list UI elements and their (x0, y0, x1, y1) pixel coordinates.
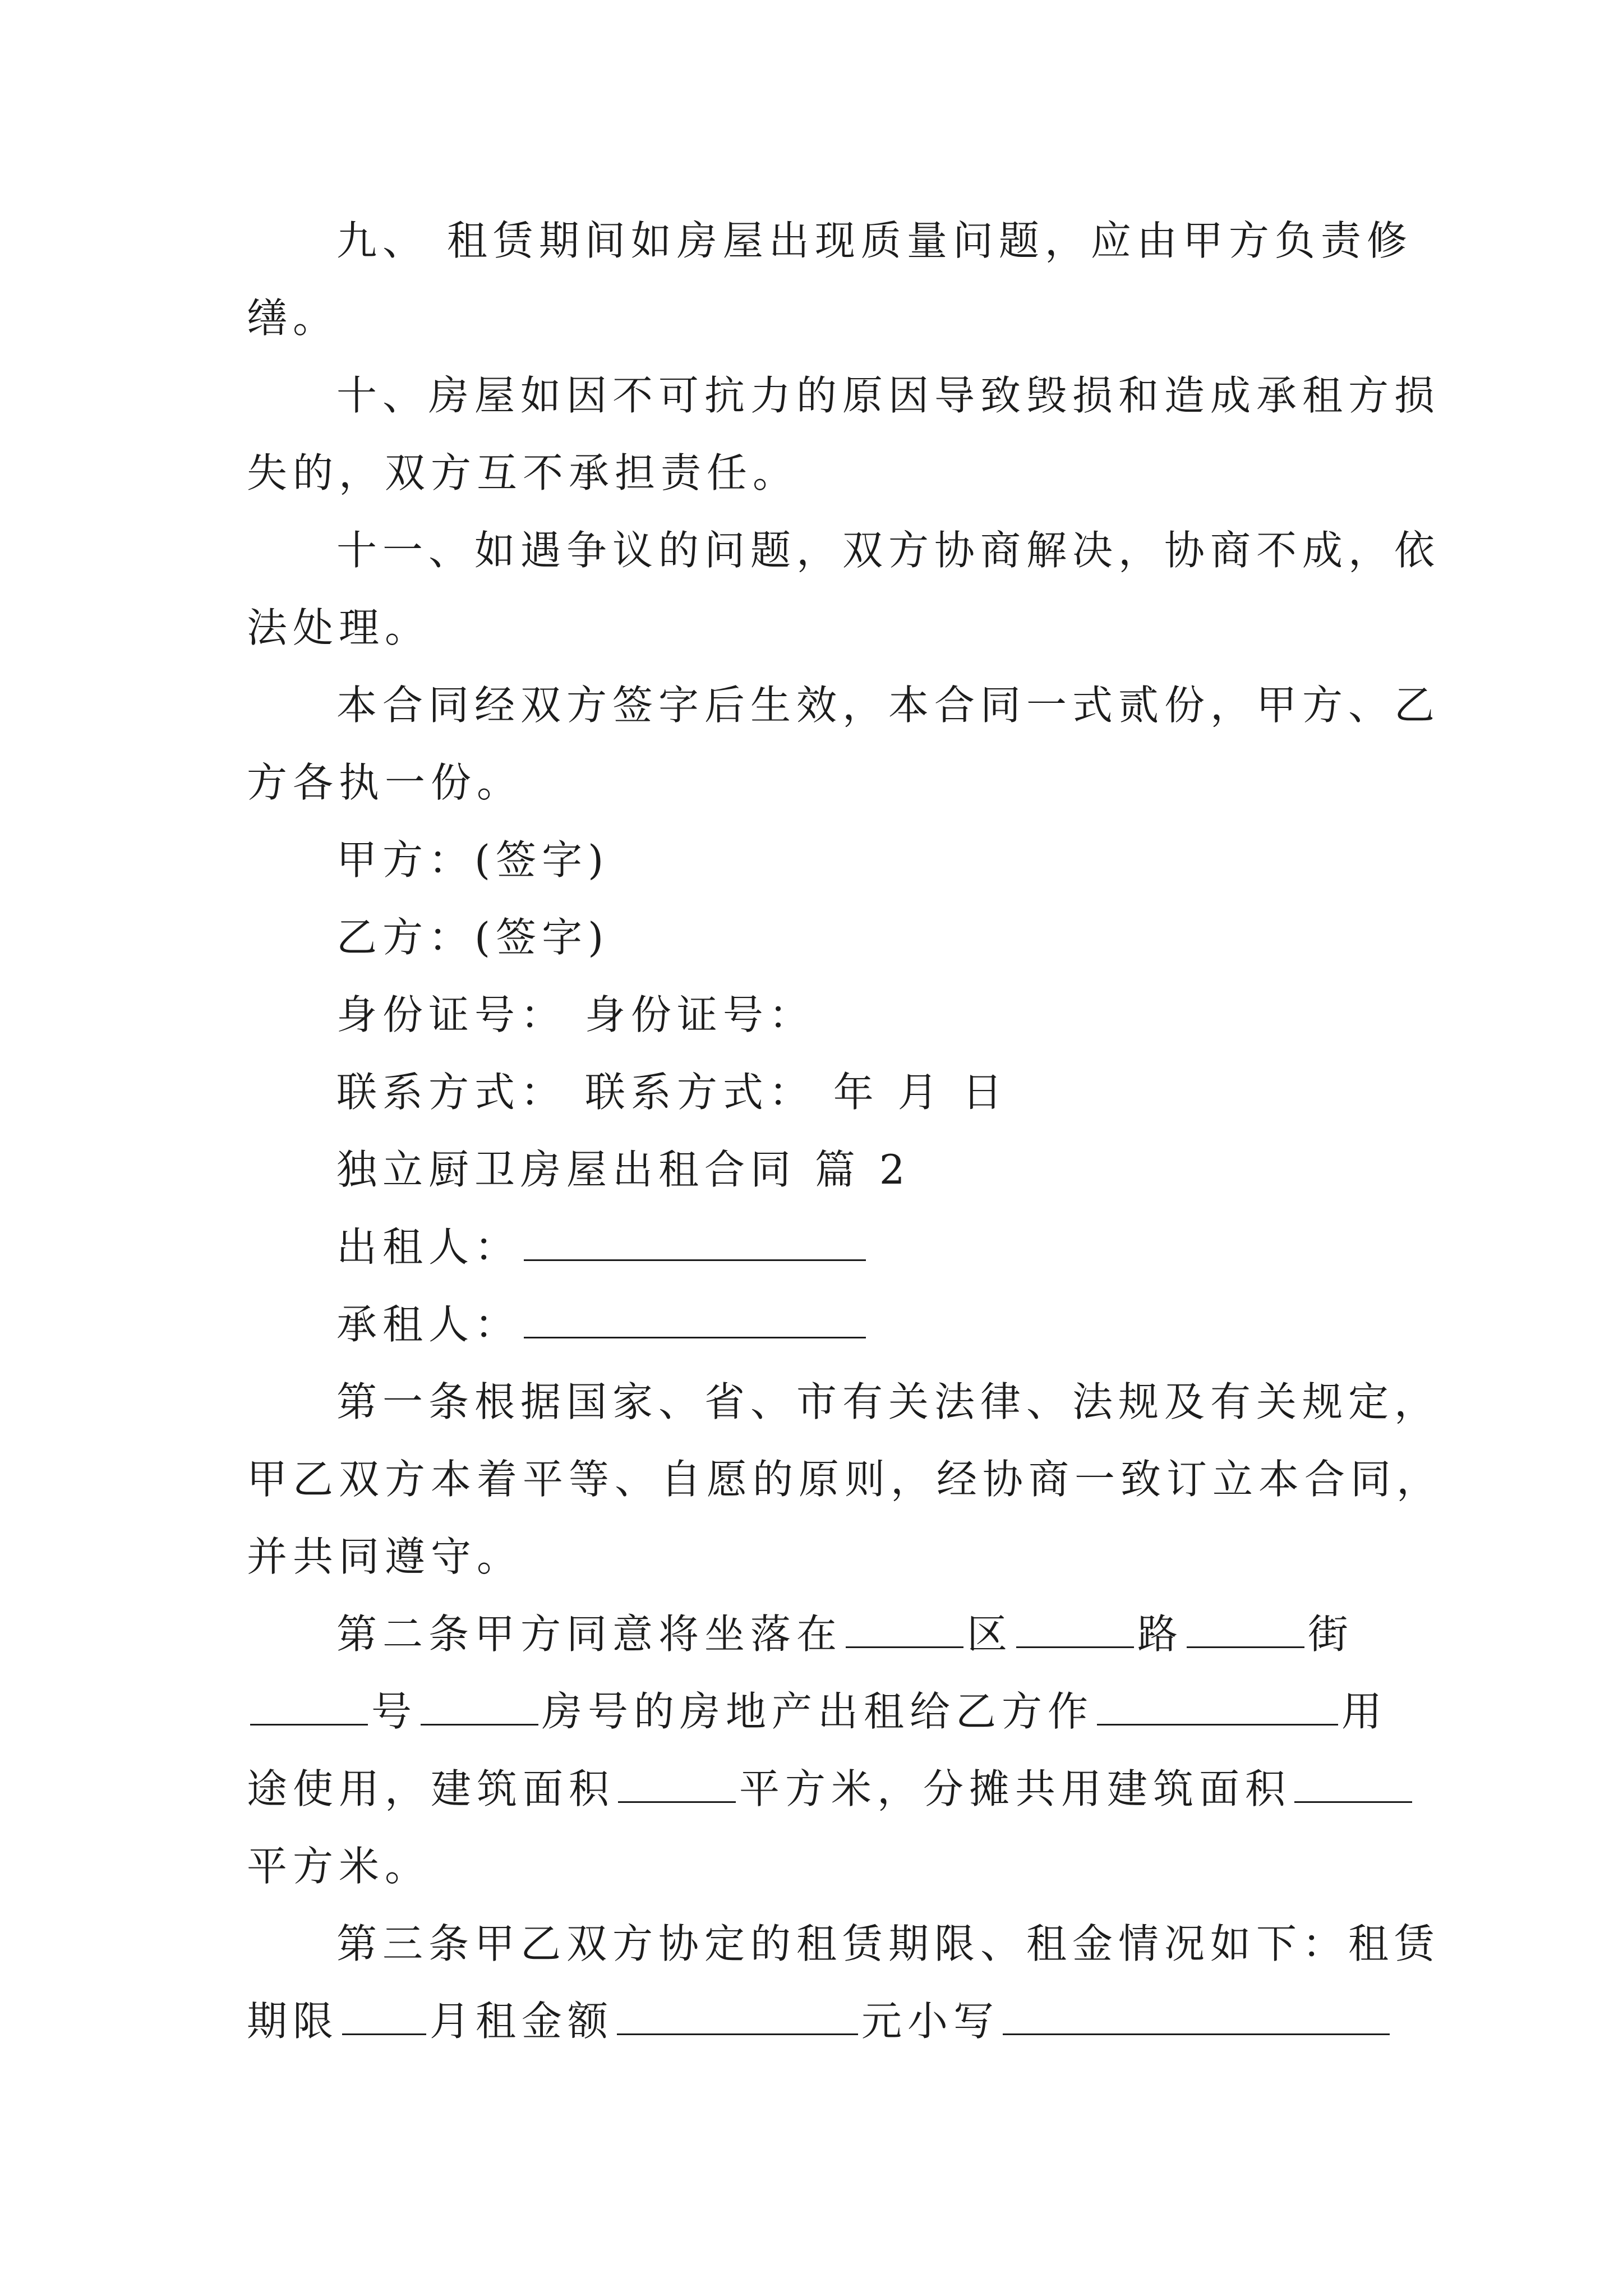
clause-11-line-2: 法处理。 (247, 604, 431, 651)
street-blank (1187, 1609, 1304, 1648)
section-title: 独立厨卫房屋出租合同 篇 2 (336, 1146, 911, 1193)
street-label: 街 (1308, 1611, 1354, 1658)
article-3-line-2 (247, 1982, 1393, 2060)
clause-10-line-1: 十、房屋如因不可抗力的原因导致毁损和造成承租方损 (336, 372, 1441, 419)
term-blank (342, 1996, 426, 2035)
article-2-text-a: 第二条甲方同意将坐落在 (336, 1611, 843, 1658)
lessee-line (336, 1286, 869, 1363)
article-3-line-1: 第三条甲乙双方协定的租赁期限、租金情况如下：租赁 (336, 1920, 1441, 1967)
clause-9-line-1: 九、 租赁期间如房屋出现质量问题，应由甲方负责修 (336, 217, 1413, 264)
rent-label: 月租金额 (430, 1998, 614, 2045)
article-2-line-1 (336, 1595, 1354, 1673)
party-a-signature: 甲方：(签字) (336, 836, 610, 884)
clause-10-line-2: 失的，双方互不承担责任。 (247, 449, 799, 496)
purpose-blank (1097, 1687, 1338, 1726)
number-blank (250, 1687, 368, 1726)
article-1-line-2: 甲乙双方本着平等、自愿的原则，经协商一致订立本合同， (247, 1456, 1443, 1503)
lessor-line (336, 1208, 869, 1286)
effect-line-2: 方各执一份。 (247, 759, 523, 806)
article-2-text-d: 平方米，分摊共用建筑面积 (739, 1765, 1292, 1812)
party-b-signature: 乙方：(签字) (336, 914, 610, 961)
road-label: 路 (1137, 1611, 1184, 1658)
lessee-blank (524, 1300, 866, 1338)
district-label: 区 (967, 1611, 1013, 1658)
purpose-label: 用 (1341, 1688, 1388, 1735)
shared-area-blank (1294, 1764, 1412, 1803)
number-label: 号 (371, 1688, 418, 1735)
contact-date-line: 联系方式： 联系方式： 年 月 日 (336, 1069, 1008, 1116)
rent-lowercase-blank (1003, 1996, 1390, 2035)
district-blank (846, 1609, 963, 1648)
term-label: 期限 (247, 1998, 339, 2045)
lessor-blank (524, 1222, 866, 1261)
article-1-line-3: 并共同遵守。 (247, 1533, 523, 1580)
effect-line-1: 本合同经双方签字后生效，本合同一式贰份，甲方、乙 (336, 682, 1441, 729)
clause-9-line-2: 缮。 (247, 295, 339, 342)
article-2-line-2 (247, 1673, 1387, 1750)
room-blank (421, 1687, 538, 1726)
article-2-line-4: 平方米。 (247, 1843, 431, 1890)
lessor-label: 出租人： (336, 1223, 521, 1271)
article-2-line-3 (247, 1750, 1415, 1828)
id-number-line: 身份证号： 身份证号： (336, 991, 815, 1038)
area-blank (618, 1764, 736, 1803)
article-1-line-1: 第一条根据国家、省、市有关法律、法规及有关规定， (336, 1378, 1441, 1425)
clause-11-line-1: 十一、如遇争议的问题，双方协商解决，协商不成，依 (336, 527, 1441, 574)
road-blank (1016, 1609, 1134, 1648)
article-2-text-b: 房号的房地产出租给乙方作 (542, 1688, 1094, 1735)
rent-blank (617, 1996, 858, 2035)
article-2-text-c: 途使用，建筑面积 (247, 1765, 615, 1812)
lessee-label: 承租人： (336, 1301, 521, 1348)
rent-unit-label: 元小写 (861, 1998, 1000, 2045)
